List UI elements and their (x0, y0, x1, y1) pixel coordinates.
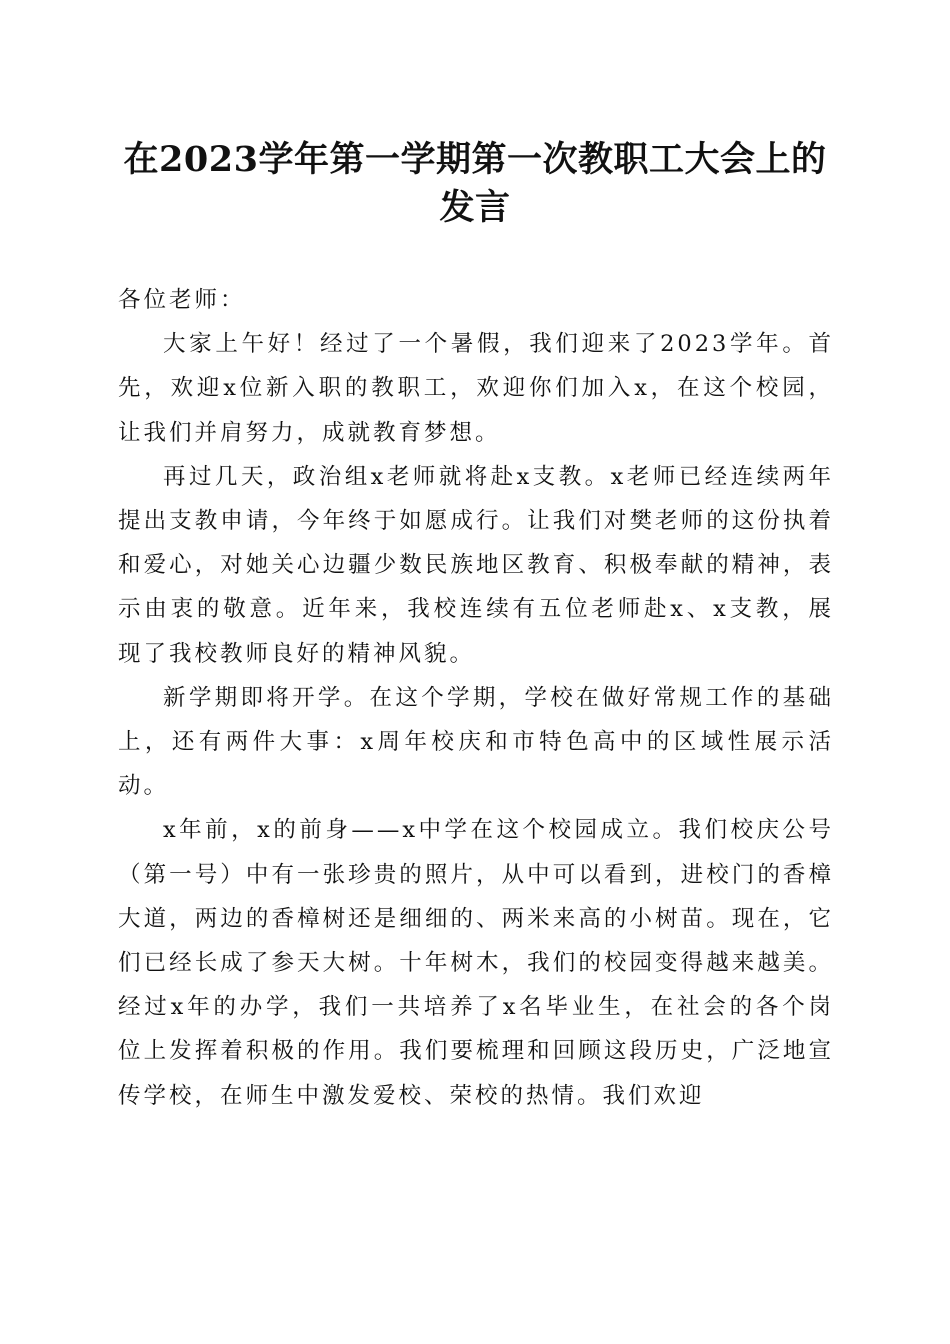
paragraph-2: 再过几天，政治组x老师就将赴x支教。x老师已经连续两年提出支教申请，今年终于如愿成行。让我们对樊老师的这份执着和爱心，对她关心边疆少数民族地区教育、积极奉献的精神，表示由衷的敬意。近年来，我校连续有五位老师赴x、x支教，展现了我校教师良好的精神风貌。 (118, 463, 834, 667)
salutation: 各位老师： (118, 287, 246, 313)
paragraph-3: 新学期即将开学。在这个学期，学校在做好常规工作的基础上，还有两件大事：x周年校庆和市特色高中的区域性展示活动。 (118, 684, 834, 800)
paragraph-1: 大家上午好！经过了一个暑假，我们迎来了2023学年。首先，欢迎x位新入职的教职工，欢迎你们加入x，在这个校园，让我们并肩努力，成就教育梦想。 (118, 331, 834, 446)
paragraph-4: x年前，x的前身——x中学在这个校园成立。我们校庆公号（第一号）中有一张珍贵的照片，从中可以看到，进校门的香樟大道，两边的香樟树还是细细的、两米来高的小树苗。现在，它们已经长成了参天大树。十年树木，我们的校园变得越来越美。经过x年的办学，我们一共培养了x名毕业生，在社会的各个岗位上发挥着积极的作用。我们要梳理和回顾这段历史，广泛地宣传学校，在师生中激发爱校、荣校的热情。我们欢迎 (118, 817, 834, 1109)
document-body (118, 278, 834, 1118)
document-title: 在2023学年第一学期第一次教职工大会上的发言 (123, 139, 827, 228)
